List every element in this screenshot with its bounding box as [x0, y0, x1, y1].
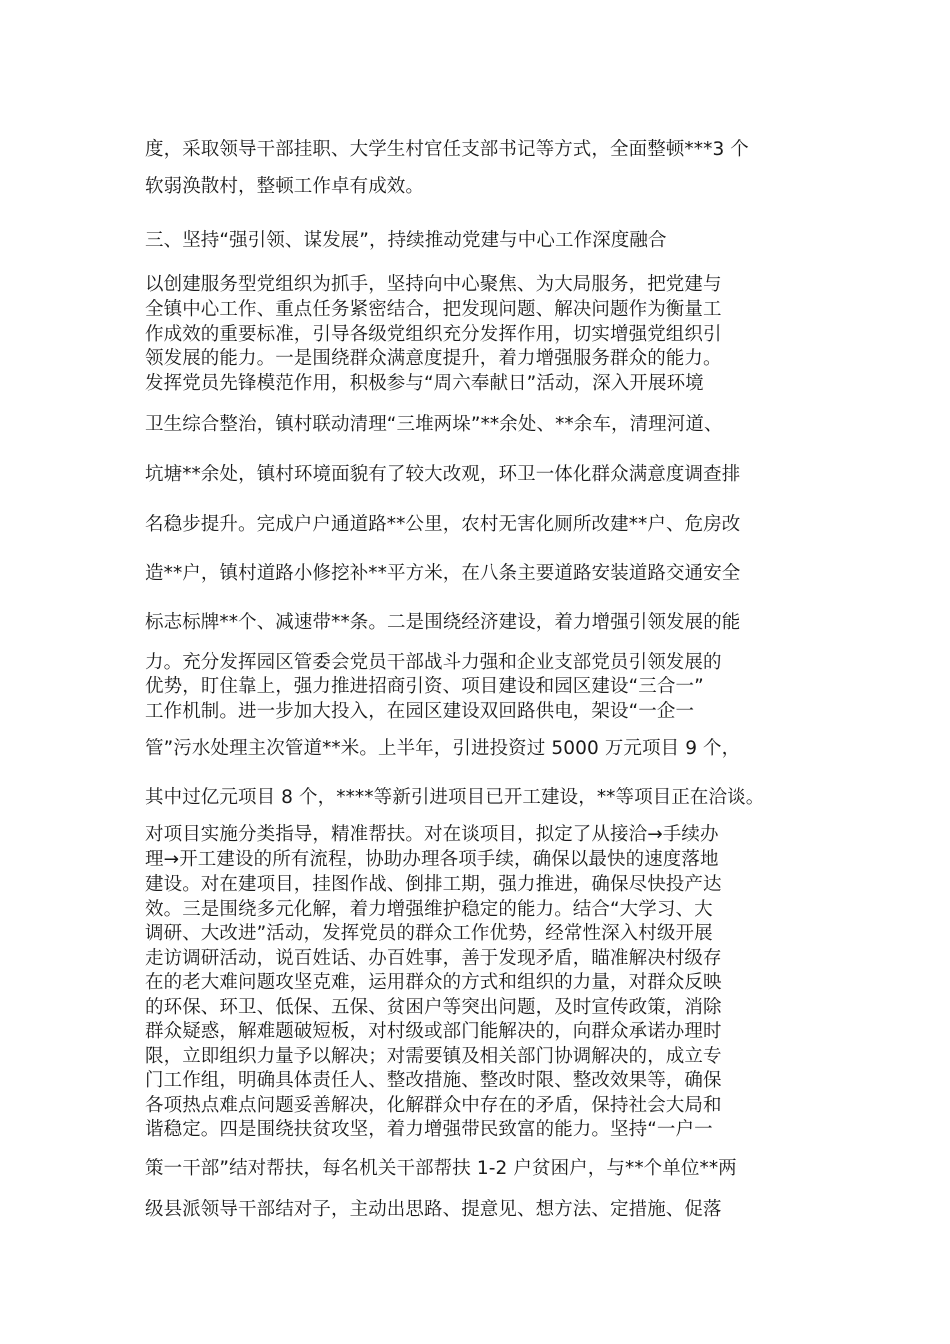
- text-line: 限，立即组织力量予以解决；对需要镇及相关部门协调解决的，成立专: [145, 1046, 722, 1067]
- text-line: 名稳步提升。完成户户通道路**公里，农村无害化厕所改建**户、危房改: [145, 514, 741, 535]
- section-heading: 三、坚持“强引领、谋发展”，持续推动党建与中心工作深度融合: [145, 230, 667, 251]
- text-line: 门工作组，明确具体责任人、整改措施、整改时限、整改效果等，确保: [145, 1070, 722, 1091]
- text-line: 坑塘**余处，镇村环境面貌有了较大改观，环卫一体化群众满意度调查排: [145, 464, 741, 485]
- text-line: 度，采取领导干部挂职、大学生村官任支部书记等方式，全面整顿***3 个: [145, 139, 749, 160]
- text-line: 发挥党员先锋模范作用，积极参与“周六奉献日”活动，深入开展环境: [145, 373, 704, 394]
- text-line: 作成效的重要标准，引导各级党组织充分发挥作用，切实增强党组织引: [145, 324, 722, 345]
- text-line: 理→开工建设的所有流程，协助办理各项手续，确保以最快的速度落地: [145, 849, 719, 870]
- text-line: 的环保、环卫、低保、五保、贫困户等突出问题，及时宣传政策，消除: [145, 997, 722, 1018]
- text-line: 优势，盯住靠上，强力推进招商引资、项目建设和园区建设“三合一”: [145, 676, 704, 697]
- text-line: 标志标牌**个、减速带**条。二是围绕经济建设，着力增强引领发展的能: [145, 612, 741, 633]
- text-line: 软弱涣散村，整顿工作卓有成效。: [145, 176, 425, 197]
- text-line: 级县派领导干部结对子，主动出思路、提意见、想方法、定措施、促落: [145, 1199, 722, 1220]
- text-line: 建设。对在建项目，挂图作战、倒排工期，强力推进，确保尽快投产达: [145, 874, 722, 895]
- text-line: 造**户，镇村道路小修挖补**平方米，在八条主要道路安装道路交通安全: [145, 563, 741, 584]
- text-line: 调研、大改进”活动，发挥党员的群众工作优势，经常性深入村级开展: [145, 923, 713, 944]
- text-line: 在的老大难问题攻坚克难，运用群众的方式和组织的力量，对群众反映: [145, 972, 722, 993]
- text-line: 群众疑惑，解难题破短板，对村级或部门能解决的，向群众承诺办理时: [145, 1021, 722, 1042]
- text-line: 对项目实施分类指导，精准帮扶。对在谈项目，拟定了从接洽→手续办: [145, 824, 719, 845]
- text-line: 效。三是围绕多元化解，着力增强维护稳定的能力。结合“大学习、大: [145, 899, 713, 920]
- text-line: 力。充分发挥园区管委会党员干部战斗力强和企业支部党员引领发展的: [145, 652, 722, 673]
- text-line: 其中过亿元项目 8 个，****等新引进项目已开工建设，**等项目正在洽谈。: [145, 787, 765, 808]
- text-line: 策一干部”结对帮扶，每名机关干部帮扶 1-2 户贫困户，与**个单位**两: [145, 1158, 737, 1179]
- text-line: 各项热点难点问题妥善解决，化解群众中存在的矛盾，保持社会大局和: [145, 1095, 722, 1116]
- text-line: 谐稳定。四是围绕扶贫攻坚，着力增强带民致富的能力。坚持“一户一: [145, 1119, 713, 1140]
- text-line: 管”污水处理主次管道**米。上半年，引进投资过 5000 万元项目 9 个，: [145, 738, 741, 759]
- text-line: 工作机制。进一步加大投入，在园区建设双回路供电，架设“一企一: [145, 701, 695, 722]
- text-line: 卫生综合整治，镇村联动清理“三堆两垛”**余处、**余车，清理河道、: [145, 414, 723, 435]
- text-line: 走访调研活动，说百姓话、办百姓事，善于发现矛盾，瞄准解决村级存: [145, 948, 722, 969]
- text-line: 领发展的能力。一是围绕群众满意度提升，着力增强服务群众的能力。: [145, 348, 722, 369]
- text-line: 全镇中心工作、重点任务紧密结合，把发现问题、解决问题作为衡量工: [145, 299, 722, 320]
- text-line: 以创建服务型党组织为抓手，坚持向中心聚焦、为大局服务，把党建与: [145, 274, 722, 295]
